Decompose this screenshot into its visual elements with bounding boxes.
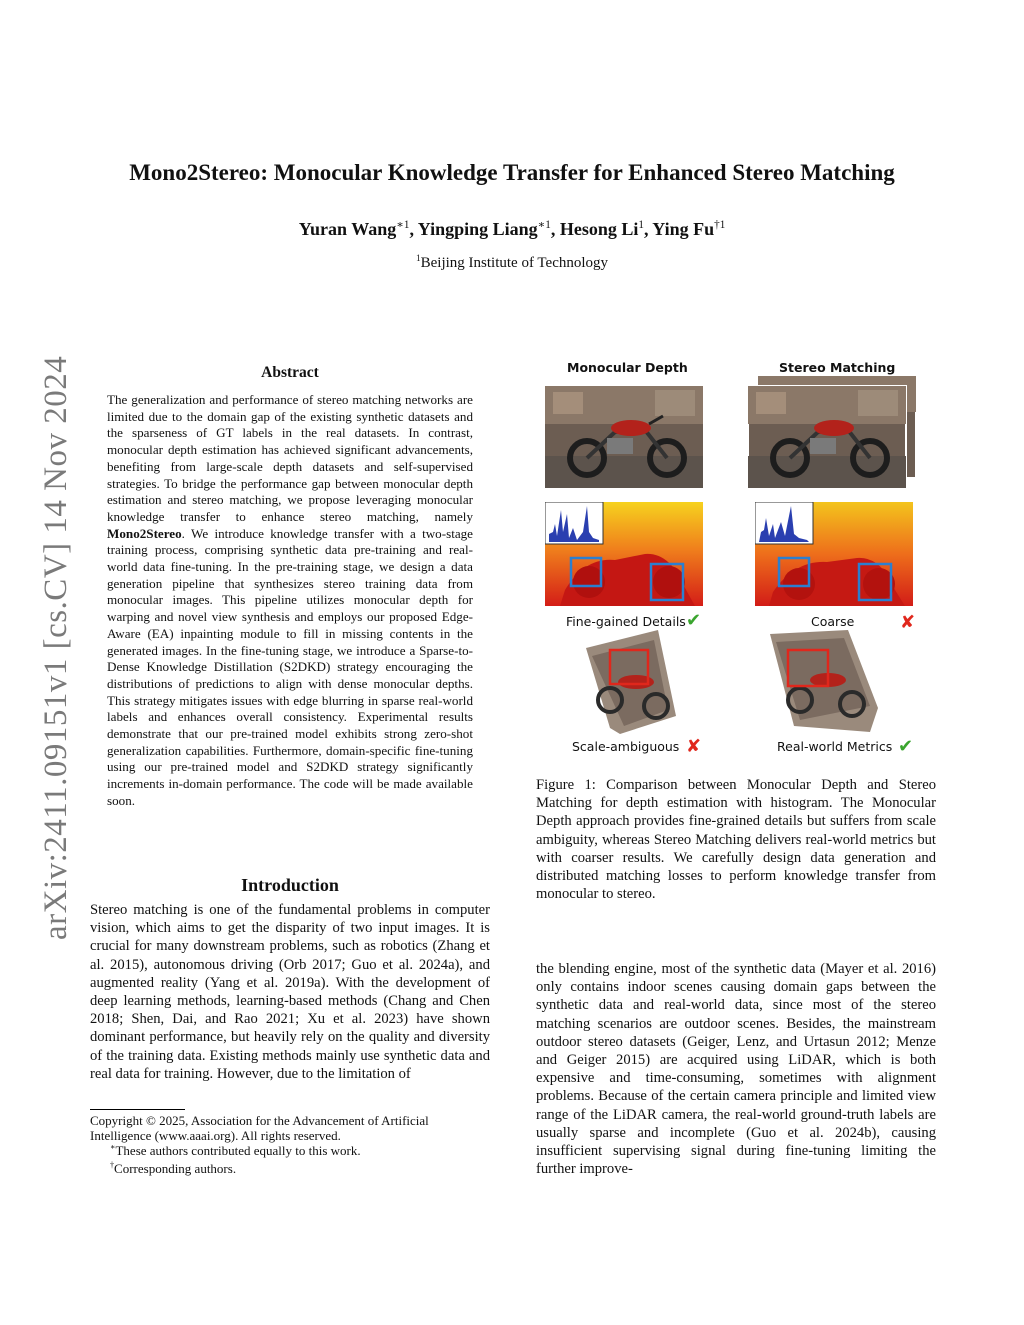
author-mark: †1 — [714, 219, 726, 231]
footnote-text: These authors contributed equally to this work. — [115, 1143, 361, 1158]
right-column-text: the blending engine, most of the synthetic data (Mayer et al. 2016) only contains indoor scenes causing domain gaps between the synthetic data and real-world data, since most of the stereo matching scenarios are outdoor scenes. Besides, the mainstream outdoor stereo datasets (Geiger, Lenz, and Urtasun 2012; Menze and Geiger 2015) are acquired using LiDAR, which is both expensive and time-consuming, sometimes with alignment problems. Because of the certain camera principle and limited view range of the LiDAR camera, the real-world ground-truth labels are usually sparse and incomplete (Guo et al. 2024b), causing insufficient supervising signal during fine-tuning limiting the further improve- — [536, 961, 936, 1178]
copyright-notice: Copyright © 2025, Association for the Advancement of Artificial Intelligence (www.aaai.org). All rights reserved. — [90, 1113, 429, 1143]
check-icon: ✔ — [898, 736, 914, 757]
abstract-heading: Abstract — [261, 364, 319, 381]
introduction-text: Stereo matching is one of the fundamental problems in computer vision, which aims to get the disparity of two input images. It is crucial for many downstream problems, such as robotics (Zhang et al. 2015), autonomous driving (Orb 2017; Guo et al. 2024a), and augmented reality (Yang et al. 2019a). With the development of deep learning methods, learning-based methods (Chang and Chen 2018; Shen, Dai, and Rao 2021; Xu et al. 2023) have shown dominant performance, but heavily rely on the quality and diversity of the training data. Existing methods mainly use synthetic data and real data for training. However, due to the limitation of — [90, 902, 490, 1082]
point-cloud-monocular — [580, 630, 680, 735]
affiliation-name: Beijing Institute of Technology — [420, 255, 609, 271]
paper-title: Mono2Stereo: Monocular Knowledge Transfer for Enhanced Stereo Matching — [129, 160, 895, 185]
figure-1 — [536, 352, 936, 772]
cross-icon: ✘ — [686, 736, 702, 757]
footnote-equal-contribution — [90, 1143, 490, 1158]
footnote-text: Corresponding authors. — [114, 1161, 237, 1176]
footnote-rule — [90, 1109, 185, 1110]
footnote-mark: † — [110, 1160, 115, 1170]
abstract-text-part: . We introduce knowledge transfer with a two-stage training process, comprising synthetic data pre-training and real-world data fine-tuning. In the pre-training stage, we design a data generation pipeline that synthesizes stereo training data from monocular images. This pipeline utilizes monocular depth for warping and novel view synthesis and employs our proposed Edge-Aware (EA) inpainting module to fill in missing contents in the generated images. In the fine-tuning stage, we introduce a Sparse-to-Dense Knowledge Distillation (S2DKD) strategy encouraging the distributions of predictions to align with dense monocular depths. This strategy mitigates issues with edge blurring in sparse real-world labels and enhances overall consistency. Experimental results demonstrate that our pre-trained model exhibits strong zero-shot generalization capabilities. Furthermore, domain-specific fine-tuning using our pre-trained model and S2DKD strategy significantly increments in-domain performance. The code will be made available soon. — [107, 525, 473, 808]
abstract-text — [107, 392, 473, 810]
author-name: Yuran Wang — [298, 219, 397, 239]
footnote-corresponding — [90, 1161, 490, 1176]
label-real-world-metrics: Real-world Metrics — [777, 739, 893, 754]
depth-map-monocular — [545, 502, 703, 606]
author-name: Hesong Li — [559, 219, 639, 239]
point-cloud-stereo — [766, 630, 884, 735]
motorcycle-photo-stereo-pair — [748, 376, 918, 490]
check-icon: ✔ — [686, 610, 702, 631]
author-mark: ∗1 — [537, 219, 551, 231]
affiliation — [0, 255, 1024, 272]
motorcycle-photo-monocular — [545, 386, 703, 488]
arxiv-identifier: arXiv:2411.09151v1 [cs.CV] 14 Nov 2024 — [38, 355, 74, 940]
affiliation-mark: 1 — [415, 254, 421, 264]
footnote-mark: ∗ — [110, 1142, 116, 1152]
introduction-heading: Introduction — [241, 875, 339, 895]
author-list: Yuran Wang$^{∗1}$, Yingping Liang$^{∗1}$, Hesong Li$^1$, Ying Fu$^{\dagger 1}$ — [298, 219, 726, 239]
figure-label-monocular: Monocular Depth — [567, 360, 688, 375]
figure-1-caption: Figure 1: Comparison between Monocular Depth and Stereo Matching for depth estimation with histogram. The Monocular Depth approach provides fine-grained details but suffers from scale ambiguity, whereas Stereo Matching delivers real-world metrics but with coarser results. We carefully design data generation and distributed matching losses to perform knowledge transfer from monocular to stereo. — [536, 777, 936, 903]
abstract-method-name: Mono2Stereo — [107, 525, 182, 541]
author-mark: 1 — [638, 219, 644, 231]
label-fine-grained-details: Fine-gained Details — [566, 614, 686, 629]
label-coarse: Coarse — [811, 614, 855, 629]
depth-map-stereo — [755, 502, 913, 606]
author-mark: ∗1 — [396, 219, 410, 231]
figure-label-stereo: Stereo Matching — [779, 360, 896, 375]
abstract-text-part: The generalization and performance of stereo matching networks are limited due to the domain gap of the existing synthetic datasets and the sparseness of GT labels in the real datasets. In contrast, monocular depth estimation has achieved significant advancements, benefiting from large-scale depth datasets and self-supervised strategies. To bridge the performance gap between monocular depth estimation and stereo matching, we propose leveraging monocular knowledge transfer to enhance stereo matching, namely — [107, 392, 473, 524]
author-name: Yingping Liang — [417, 219, 538, 239]
author-name: Ying Fu — [652, 219, 715, 239]
cross-icon: ✘ — [900, 612, 916, 633]
label-scale-ambiguous: Scale-ambiguous — [572, 739, 680, 754]
